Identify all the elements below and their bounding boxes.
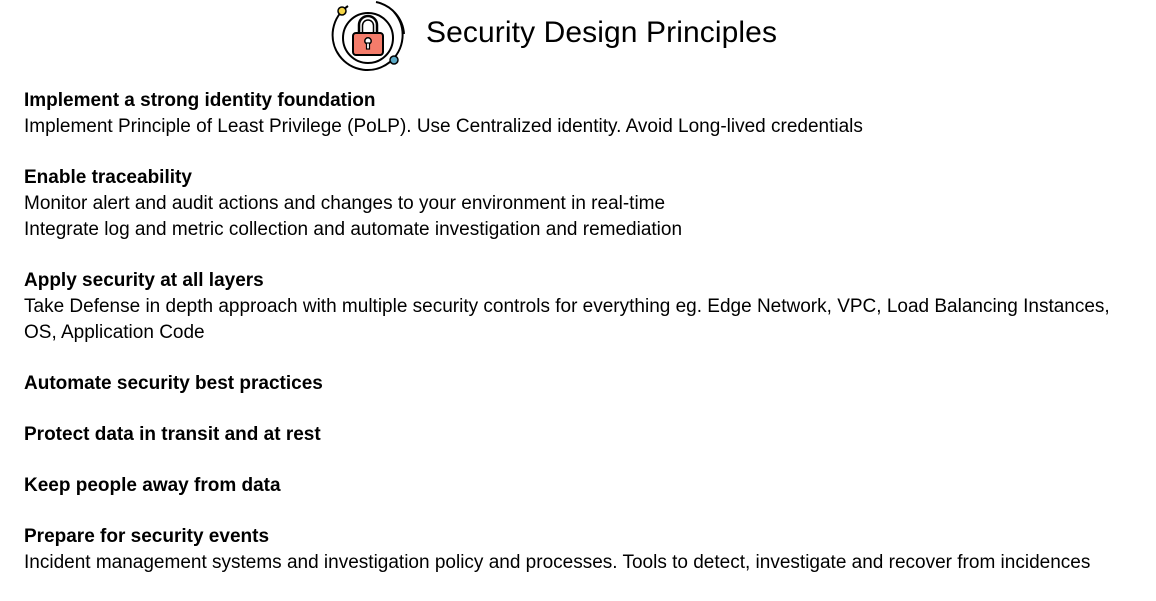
principle-item: [24, 88, 1144, 140]
principle-heading: Apply security at all layers: [24, 270, 264, 291]
principle-item: [24, 473, 1144, 499]
principle-item: [24, 165, 1144, 243]
principle-item: [24, 422, 1144, 448]
principle-item: [24, 268, 1144, 346]
principle-description: Implement Principle of Least Privilege (PoLP). Use Centralized identity. Avoid Long-lived credentials: [24, 116, 863, 137]
principle-heading: Automate security best practices: [24, 373, 323, 394]
principles-list: [24, 88, 1144, 601]
principle-description: Integrate log and metric collection and automate investigation and remediation: [24, 219, 683, 240]
principle-item: [24, 371, 1144, 397]
page-title: Security Design Principles: [426, 16, 778, 49]
principle-heading: Protect data in transit and at rest: [24, 424, 321, 445]
principle-description: Monitor alert and audit actions and changes to your environment in real-time: [24, 193, 666, 214]
page-header: [326, 0, 777, 76]
principle-heading: Prepare for security events: [24, 526, 270, 547]
principle-description: Take Defense in depth approach with multiple security controls for everything eg. Edge Network, VPC, Load Balancing Instances,: [24, 296, 1110, 317]
principle-heading: Enable traceability: [24, 167, 192, 188]
principle-heading: Keep people away from data: [24, 475, 281, 496]
principle-description: OS, Application Code: [24, 322, 205, 343]
principle-item: [24, 524, 1144, 576]
padlock-icon: [326, 0, 408, 76]
principle-heading: Implement a strong identity foundation: [24, 90, 376, 111]
principle-description: Incident management systems and investigation policy and processes. Tools to detect, investigate and recover from incidences: [24, 552, 1091, 573]
